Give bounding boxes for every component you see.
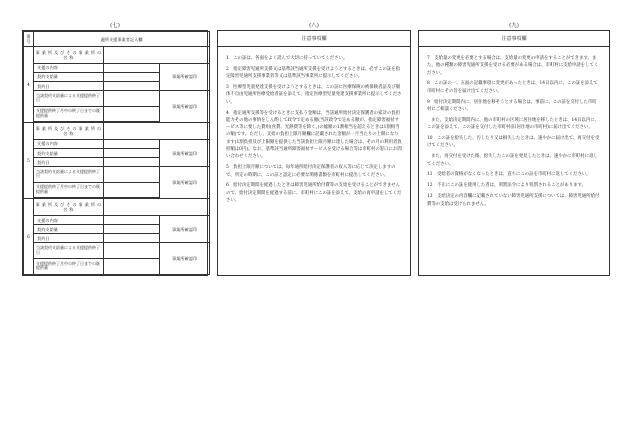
content-field[interactable] bbox=[104, 215, 160, 224]
row-label-date: 契約日 bbox=[34, 234, 104, 243]
name-field[interactable] bbox=[104, 199, 210, 216]
stamp-cell: 事業所確認印 bbox=[160, 91, 210, 123]
contractor-entry-table bbox=[23, 31, 210, 275]
header-title: 適所支援事業者記入欄 bbox=[34, 32, 210, 47]
row-label-remaining: 支援提供終了月中の終了日までの既提供量 bbox=[34, 106, 104, 122]
group-number: 5 bbox=[24, 123, 34, 199]
row-label-remaining: 支援提供終了月中の終了日までの既提供量 bbox=[34, 258, 104, 274]
notes-body-middle bbox=[226, 55, 402, 208]
row-label-amount: 契約支給量 bbox=[34, 148, 104, 157]
section-number-seven: (七) bbox=[110, 23, 120, 29]
notes-header: 注意事項欄 bbox=[218, 31, 410, 47]
row-label-end-amount: 当該契約支給量による支援提供終了日 bbox=[34, 91, 104, 107]
note-item: 10 この証を紛失した、汚したり又は損失したときは、速やかに届け出て、再交付を受けてください。 bbox=[427, 136, 600, 149]
remaining-field[interactable] bbox=[104, 258, 160, 274]
stamp-cell: 事業所確認印 bbox=[160, 139, 210, 166]
row-label-name: 事 業 所 及 び そ の 事 業 所 の 名 称 bbox=[34, 123, 104, 140]
remaining-field[interactable] bbox=[104, 106, 160, 122]
note-item: 6 給付決定期間を経過したときは障害児通所給付費等の支給を受けることができませんので、給付決定期間を経過する前に、市町村にこの証を添えて、支給の再申請をしてください。 bbox=[226, 183, 402, 204]
stamp-cell: 事業所確認印 bbox=[160, 167, 210, 199]
row-label-content: 支援の内容 bbox=[34, 63, 104, 72]
amount-field[interactable] bbox=[104, 148, 160, 157]
notes-header: 注意事項欄 bbox=[419, 31, 609, 47]
content-field[interactable] bbox=[104, 139, 160, 148]
note-item: 7 支給量の変更を必要とする場合は、支給量の変更の申請をすることができます。また、他の種類の障害児通所支援を受ける必要がある場合は、市町村に支給申請をしてください。 bbox=[427, 56, 599, 76]
note-item: 1 この証は、各面をよく読んで大切に持っていてください。 bbox=[226, 56, 348, 61]
notes-frame-right bbox=[418, 30, 610, 276]
date-field[interactable] bbox=[104, 158, 160, 167]
row-label-content: 支援の内容 bbox=[34, 139, 104, 148]
remaining-field[interactable] bbox=[104, 182, 160, 198]
row-label-amount: 契約支給量 bbox=[34, 225, 104, 234]
row-label-date: 契約日 bbox=[34, 158, 104, 167]
amount-field[interactable] bbox=[104, 225, 160, 234]
contractor-entry-frame bbox=[22, 30, 208, 276]
notes-body-right bbox=[427, 55, 601, 211]
row-label-content: 支援の内容 bbox=[34, 215, 104, 224]
row-label-remaining: 支援提供終了月中の終了日までの既提供量 bbox=[34, 182, 104, 198]
date-field[interactable] bbox=[104, 81, 160, 90]
section-number-nine: (九) bbox=[509, 23, 519, 29]
notes-frame-middle bbox=[217, 30, 411, 276]
note-item: 11 受給者の資格がなくなったときは、直ちにこの証を市町村に返してください。 bbox=[427, 172, 591, 178]
note-item: 8 この証の一、五面の記載事項に変更があったときは、14日以内に、この証を添えて市町村にその旨を届け出てください。 bbox=[427, 81, 598, 94]
row-label-name: 事 業 所 及 び そ の 事 業 所 の 名 称 bbox=[34, 199, 104, 216]
note-item: 5 負担上限月額については、毎年通所給付決定保護者の収入等に応じて決定しますので、所定の時期に、この証と認定に必要な関係書類を市町村に提出してください。 bbox=[226, 165, 396, 178]
note-item: 2 指定障害児通所支援又は基準該当通所支援を受けようとするときは、必ずこの証を指定障害児通所支援事業者等又は基準該当事業所に提示してください。 bbox=[226, 66, 401, 80]
panel-eight bbox=[217, 22, 411, 276]
note-item: 4 指定通所支援等を受けるときに支払う金額は、当該通所給付決定保護者の家計の負担能力その他の事情をしん酌して政令で定める額(当該政令で定める額が、指定障害福祉サービス等に要した費用(食費、光熱費等を除く。)の総額の1割相当を超えるときは1割相当の額)です。ただし、支給の負担上限月額欄に記載された金額が一月当たりの上限になります(1割負担及び上限額を提供した当該負担上限月額に達した場合は、その月の利用者負担額は0円)。なお、基準該当通所障害福祉サービスを受ける場合等は市町村の窓口にお問い合わせください。 bbox=[226, 110, 402, 160]
note-item: 13 支給決定の内容欄に記載されていない障害児通所支援については、障害児通所給付費等の支給は受けられません。 bbox=[427, 194, 600, 207]
section-number-eight: (八) bbox=[309, 23, 319, 29]
row-label-name: 事 業 所 及 び そ の 事 業 所 の 名 称 bbox=[34, 47, 104, 64]
row-label-end-amount: 当該契約支給量による支援提供終了日 bbox=[34, 243, 104, 259]
row-label-amount: 契約支給量 bbox=[34, 72, 104, 81]
content-field[interactable] bbox=[104, 63, 160, 72]
note-item: 12 不正にこの証を使用した者は、刑罰法令により処罰されることがあります。 bbox=[427, 183, 586, 189]
date-field[interactable] bbox=[104, 234, 160, 243]
row-label-end-amount: 当該契約支給量による支援提供終了日 bbox=[34, 167, 104, 183]
group-number: 4 bbox=[24, 47, 34, 123]
stamp-cell: 事業所確認印 bbox=[160, 215, 210, 242]
end-amount-field[interactable] bbox=[104, 243, 160, 259]
note-item: 3 医療型児童発達支援を受けようとするときは、この証に医療保険の被保険者証及び個体不自由児通所医療受給者証を添えて、指定医療型児童発達支援事業所に提示してください。 bbox=[226, 85, 402, 105]
header-number: 番号 bbox=[24, 32, 34, 47]
end-amount-field[interactable] bbox=[104, 91, 160, 107]
group-number: 6 bbox=[24, 199, 34, 275]
note-item: また、再交付を受けた後、紛失したこの証を発見したときは、速やかに市町村に返してください。 bbox=[427, 154, 598, 167]
panel-nine bbox=[418, 22, 610, 276]
amount-field[interactable] bbox=[104, 72, 160, 81]
name-field[interactable] bbox=[104, 47, 210, 64]
name-field[interactable] bbox=[104, 123, 210, 140]
panel-seven bbox=[22, 22, 208, 276]
stamp-cell: 事業所確認印 bbox=[160, 63, 210, 90]
end-amount-field[interactable] bbox=[104, 167, 160, 183]
stamp-cell: 事業所確認印 bbox=[160, 243, 210, 275]
row-label-date: 契約日 bbox=[34, 81, 104, 90]
note-item: 9 給付決定期間内に、居住地を移そうとする場合は、事前に、この証を交付した市町村にご相談ください。 bbox=[427, 99, 597, 112]
note-item: また、支給決定期間内に、他の市町村の区域に居住地を移したときは、14日以内に、この証を添えて、この証を交付した市町村(旧居住地の市町村)に届け出てください。 bbox=[427, 117, 600, 131]
